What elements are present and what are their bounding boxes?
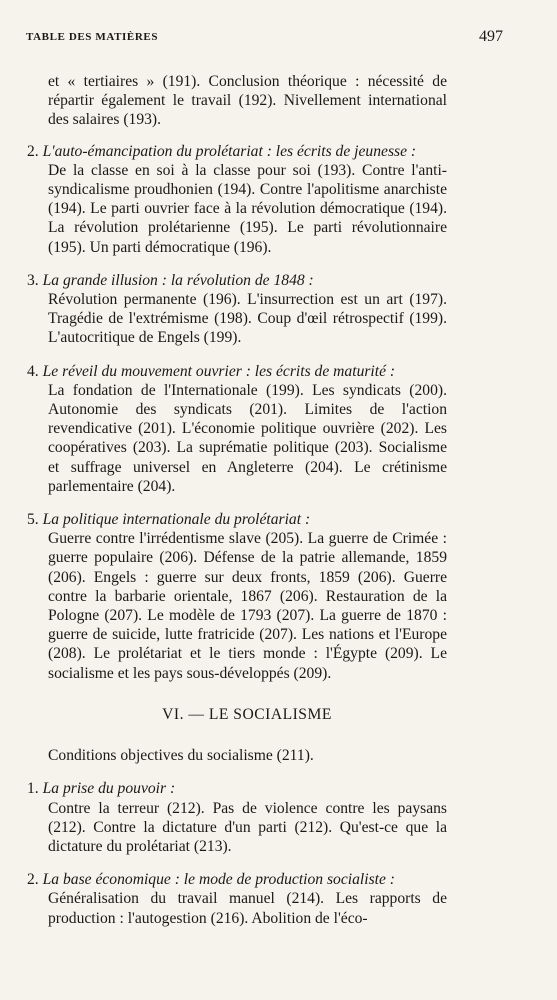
toc-section-5 <box>27 510 447 683</box>
section-body: Révolution permanente (196). L'insurrection est un art (197). Tragédie de l'extrémisme (198). Coup d'œil rétrospectif (199). L'autocritique de Engels (199). <box>48 291 447 347</box>
toc-chapter6-section-1 <box>27 779 447 856</box>
table-of-contents <box>27 72 447 928</box>
section-heading <box>27 362 447 381</box>
section-body: De la classe en soi à la classe pour soi (193). Contre l'anti-syndicalisme proudhonien (194). Contre l'apolitisme anarchiste (194). Le parti ouvrier face à la révolution démocratique (194). La révolution prolétarienne (195). Le parti révolutionnaire (195). Un parti démocratique (196). <box>48 161 447 256</box>
page-number: 497 <box>479 28 503 45</box>
section-number: 2. <box>27 871 39 889</box>
section-heading <box>27 510 447 529</box>
section-body: La fondation de l'Internationale (199). Les syndicats (200). Autonomie des syndicats (201). Limites de l'action revendicative (201). L'économie politique ouvrière (202). Les coopératives (203). La suprématie politique (203). Socialisme et suffrage universel en Angleterre (204). Le crétinisme parlementaire (204). <box>48 381 447 495</box>
section-number: 5. <box>27 511 39 529</box>
section-title: La politique internationale du prolétariat : <box>42 511 311 529</box>
section-heading <box>27 271 447 290</box>
chapter-intro-entry: Conditions objectives du socialisme (211). <box>48 747 314 765</box>
section-title: La base économique : le mode de production socialiste : <box>42 871 395 889</box>
section-title: La grande illusion : la révolution de 1848 : <box>42 271 314 289</box>
chapter-title: VI. — LE SOCIALISME <box>162 705 332 723</box>
section-number: 4. <box>27 362 39 380</box>
toc-section-2 <box>27 142 447 257</box>
section-heading <box>27 870 447 889</box>
section-heading <box>27 779 447 798</box>
continued-entry: et « tertiaires » (191). Conclusion théorique : nécessité de répartir également le travail (192). Nivellement international des salaires (193). <box>48 73 447 129</box>
section-title: La prise du pouvoir : <box>42 780 176 798</box>
section-number: 1. <box>27 780 39 798</box>
section-number: 3. <box>27 271 39 289</box>
section-number: 2. <box>27 142 39 160</box>
toc-chapter6-section-2 <box>27 870 447 928</box>
toc-section-4 <box>27 362 447 496</box>
section-body: Guerre contre l'irrédentisme slave (205). La guerre de Crimée : guerre populaire (206). Défense de la patrie allemande, 1859 (206). Engels : guerre sur deux fronts, 1859 (206). Guerre contre la barbarie orientale, 1867 (206). Restauration de la Pologne (207). Le modèle de 1793 (207). La guerre de 1870 : guerre de suicide, lutte fratricide (207). Les nations et l'Europe (208). Le prolétariat et le tiers monde : l'Égypte (209). Le socialisme et les pays sous-développés (209). <box>48 530 447 682</box>
section-body: Contre la terreur (212). Pas de violence contre les paysans (212). Contre la dictature d'un parti (212). Qu'est-ce que la dictature du prolétariat (213). <box>48 799 447 855</box>
section-body: Généralisation du travail manuel (214). Les rapports de production : l'autogestion (216). Abolition de l'éco- <box>48 890 447 927</box>
running-head: TABLE DES MATIÈRES <box>26 31 159 43</box>
section-title: Le réveil du mouvement ouvrier : les écrits de maturité : <box>42 362 396 380</box>
section-heading <box>27 142 447 161</box>
section-title: L'auto-émancipation du prolétariat : les écrits de jeunesse : <box>42 142 417 160</box>
toc-section-3 <box>27 271 447 348</box>
